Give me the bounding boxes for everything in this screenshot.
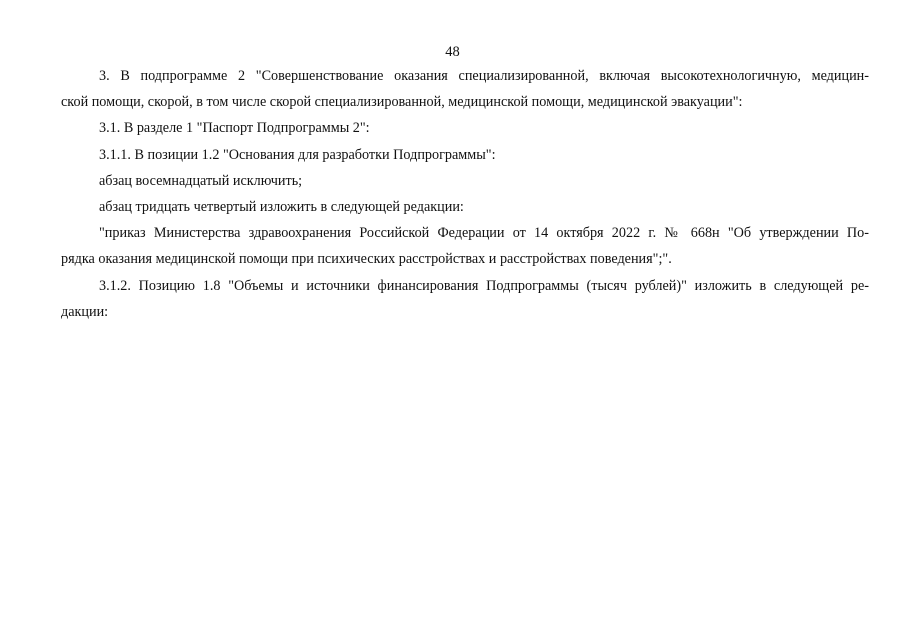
paragraph-order-668n: [61, 220, 869, 272]
paragraph-section-3: [61, 63, 869, 115]
text-line: абзац восемнадцатый исключить;: [99, 172, 303, 189]
text-line: дакции:: [61, 303, 109, 320]
text-line: ской помощи, скорой, в том числе скорой специализированной, медицинской помощи, медицинской эвакуации":: [61, 94, 743, 111]
paragraph-section-3-1-2: [61, 273, 869, 325]
text-line: 3.1.2. Позицию 1.8 "Объемы и источники финансирования Подпрограммы (тысяч рублей)" изложить в следующей ре-: [99, 277, 869, 294]
text-line: абзац тридцать четвертый изложить в следующей редакции:: [99, 199, 464, 216]
text-line: 3.1.1. В позиции 1.2 "Основания для разработки Подпрограммы":: [99, 146, 496, 163]
page-number: 48: [445, 44, 460, 60]
paragraph-section-3-1-1: [61, 142, 869, 168]
text-line: 3. В подпрограмме 2 "Совершенствование оказания специализированной, включая высокотехнологичную, медицин-: [99, 68, 869, 84]
paragraph-section-3-1: [61, 115, 869, 141]
paragraph-edit-34: [61, 194, 869, 220]
paragraph-exclude-18: [61, 168, 869, 194]
text-line: рядка оказания медицинской помощи при психических расстройствах и расстройствах поведения";".: [61, 251, 672, 268]
document-body: [61, 63, 869, 325]
text-line: 3.1. В разделе 1 "Паспорт Подпрограммы 2":: [99, 120, 370, 137]
text-line: "приказ Министерства здравоохранения Российской Федерации от 14 октября 2022 г. № 668н "Об утверждении По-: [99, 225, 869, 242]
